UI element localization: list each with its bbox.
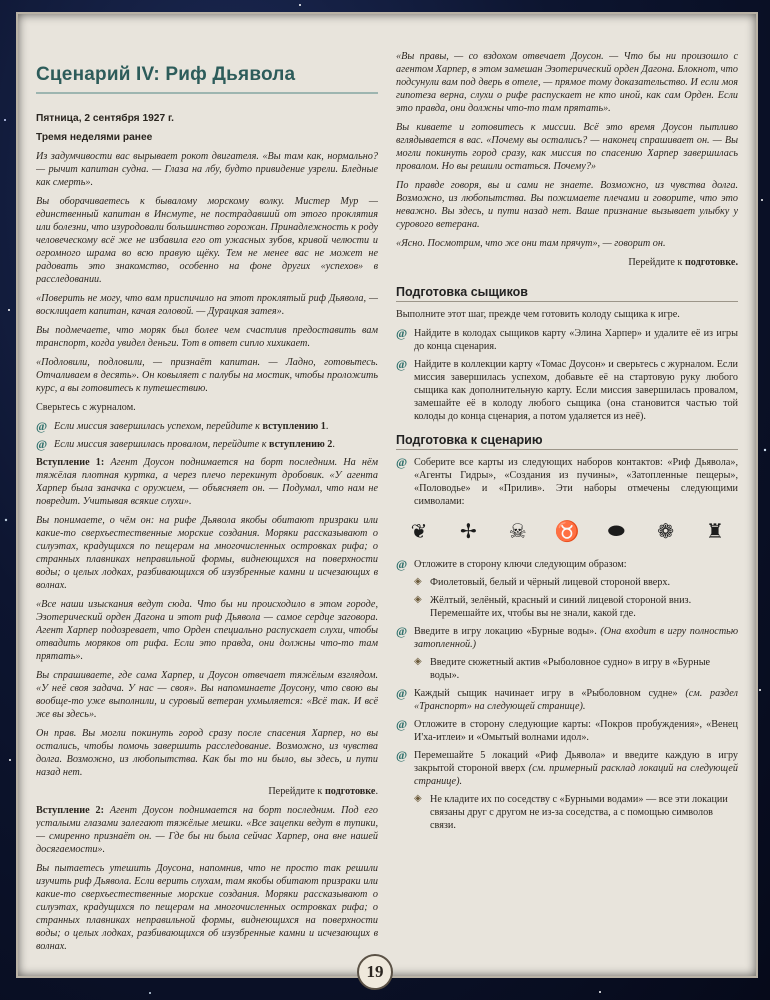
setup-intro: Выполните этот шаг, прежде чем готовить колоду сыщика к игре. [396, 309, 680, 320]
date-line: Пятница, 2 сентября 1927 г. [36, 113, 175, 124]
narrative-paragraph: Из задумчивости вас вырывает рокот двигателя. «Вы там как, нормально? — рычит капитан судна. — Глаза на лбу, будто привидение узрели. Бледные как смерть». [36, 151, 378, 188]
page-number: 19 [357, 954, 393, 990]
coral-icon: ❦ [410, 520, 428, 543]
heading-rule [396, 449, 738, 450]
spiral-icon: @ [36, 437, 48, 451]
spiral-icon: @ [396, 357, 408, 371]
setup-step: @ Отложите в сторону ключи следующим образом: [396, 557, 627, 571]
spiral-icon: @ [396, 624, 408, 638]
cave-icon: ⬬ [607, 519, 625, 542]
narrative-paragraph: Вы оборачиваетесь к бывалому морскому волку. Мистер Мур — единственный капитан в Инсмуте, не пострадавший от этого проклятия или болезни, что изуродовали большинство горожан. Принадлежность к роду человеческому всё же не избавила его от ужасных зубов, кривой челюсти и огромного шрама во всю правую щёку. Тем не менее вас не может не радовать это знакомство, особенно на фоне других «успехов» в расследовании. [36, 196, 378, 285]
narrative-paragraph: Вы киваете и готовитесь к миссии. Всё это время Доусон пытливо вглядывается в вас. «Почему вы остались? — наконец спрашивает он. — Вы могли покинуть город сразу, как миссия по спасению Харпер завершилась провалом. Но вы решили остаться. Почему?» [396, 122, 738, 172]
goto-setup: Перейдите к подготовке. [628, 257, 738, 268]
goto-setup: Перейдите к подготовке. [268, 786, 378, 797]
narrative-paragraph: По правде говоря, вы и сами не знаете. Возможно, из чувства долга. Возможно, из любопытства. Вы пожимаете плечами и говорите, что это неважно. Вы здесь, и пути назад нет. Ваше признание вызывает улыбку у сурового ветерана. [396, 180, 738, 230]
setup-substep: ◈ Жёлтый, зелёный, красный и синий лицевой стороной вниз. Перемешайте их, чтобы вы не знали, какой где. [414, 594, 692, 619]
title-rule [36, 92, 378, 94]
narrative-paragraph: «Вы правы, — со вздохом отвечает Доусон. — Что бы ни произошло с агентом Харпер, в этом замешан Эзотерический орден Дагона. Блокнот, что подсунули вам под дверь в отеле, — прямое тому доказательство. И если моя гипотеза верна, слухи о рифе распускает не кто иной, как сам Орден. Если это правда, они должны что-то там прятать». [396, 51, 738, 114]
left-column [36, 14, 378, 976]
narrative-paragraph: Он прав. Вы могли покинуть город сразу после спасения Харпер, но вы остались, чтобы помочь завершить расследование. Возможно, из чувства долга. Возможно, из любопытства. Как бы то ни было, вы здесь, и пути назад нет. [36, 728, 378, 778]
setup-step: @ Введите в игру локацию «Бурные воды». (Она входит в игру полностью затопленной.) [396, 624, 738, 650]
narrative-paragraph: Вы понимаете, о чём он: на рифе Дьявола якобы обитают призраки или какие-то сверхъестественные морские создания. Моряки рассказывают о силуэтах, крадущихся по пещерам на многочисленных островках рифа; о странных плавниках неправильной формы, виднеющихся на поверхности воды; о целых лодках, разбивающихся об изузбренные камни и исчезающих в волнах. [36, 515, 378, 591]
spiral-icon: @ [396, 326, 408, 340]
diamond-icon: ◈ [414, 594, 422, 605]
scenario-setup-heading: Подготовка к сценарию [396, 433, 543, 447]
diamond-icon: ◈ [414, 576, 422, 587]
subtitle-line: Тремя неделями ранее [36, 132, 153, 143]
check-log: Сверьтесь с журналом. [36, 402, 136, 413]
narrative-paragraph: «Ясно. Посмотрим, что же они там прячут», — говорит он. [396, 238, 666, 249]
spiral-icon: @ [396, 748, 408, 762]
branch-success: @ Если миссия завершилась успехом, перейдите к вступлению 1. [36, 419, 329, 433]
setup-step: @ Соберите все карты из следующих наборов контактов: «Риф Дьявола», «Агенты Гидры», «Создания из пучины», «Затопленные пещеры», «Половодье» и «Прилив». Эти наборы отмечены следующими символами: [396, 455, 738, 507]
rulebook-page [16, 12, 758, 978]
diamond-icon: ◈ [414, 656, 422, 667]
setup-step: @ Отложите в сторону следующие карты: «Покров пробуждения», «Венец И'ха-итлеи» и «Омытый волнами идол». [396, 717, 738, 743]
intro-2: Вступление 2: Агент Доусон поднимается на борт последним. Под его усталыми глазами залегают тяжёлые мешки. «Все зацепки ведут в тупики, — смиренно признаёт он. — Где бы ни была сейчас Харпер, она вне нашей досягаемости». [36, 805, 378, 855]
investigator-setup-heading: Подготовка сыщиков [396, 285, 528, 299]
narrative-paragraph: Вы спрашиваете, где сама Харпер, и Доусон отвечает тяжёлым взглядом. «У неё своя задача. У нас — своя». Вы напоминаете Доусону, что свою вы вообще-то уже выполнили, и суровый ветеран ухмыляется: «Всё так. И всё же вы здесь». [36, 670, 378, 720]
diamond-icon: ◈ [414, 793, 422, 804]
spiral-icon: @ [396, 557, 408, 571]
heading-rule [396, 301, 738, 302]
narrative-paragraph: «Поверить не могу, что вам приспичило на этот проклятый риф Дьявола, — восклицает капитан, качая головой. — Дурацкая затея». [36, 293, 378, 317]
spiral-icon: @ [396, 455, 408, 469]
setup-step: @ Найдите в коллекции карту «Томас Доусон» и сверьтесь с журналом. Если миссия завершилась успехом, добавьте её на стартовую руку любого сыщика как дополнительную карту. Если миссия завершилась провалом, замешайте её в колоду любого сыщика (она становится частью той колоды до конца сценария, а потом удаляется из неё). [396, 357, 738, 422]
narrative-paragraph: «Подловили, подловили, — признаёт капитан. — Ладно, готовьтесь. Отчаливаем в десять». Он ковыляет с палубы на мостик, чтобы проложить курс, а вы готовитесь к путешествию. [36, 357, 378, 394]
lighthouse-icon: ♜ [706, 520, 724, 543]
setup-step: @ Найдите в колодах сыщиков карту «Элина Харпер» и удалите её из игры до конца сценария. [396, 326, 738, 352]
spiral-icon: @ [396, 686, 408, 700]
spiral-icon: @ [396, 717, 408, 731]
creature-icon: ☠ [508, 520, 527, 543]
branch-failure: @ Если миссия завершилась провалом, перейдите к вступлению 2. [36, 437, 335, 451]
setup-substep: ◈ Фиолетовый, белый и чёрный лицевой стороной вверх. [414, 576, 671, 588]
right-column [396, 14, 738, 976]
narrative-paragraph: «Все наши изыскания ведут сюда. Что бы ни происходило в этом городе, Эзотерический орден Дагона и этот риф Дьявола — самое сердце заговора. Агент Харпер подозревает, что Орден специально распускает слухи, чтобы отвадить моряков от рифа. Если это правда, они должны что-то там прятать». [36, 599, 378, 662]
spiral-icon: @ [36, 419, 48, 433]
encounter-set-symbols [406, 518, 728, 544]
narrative-paragraph: Вы пытаетесь утешить Доусона, напомнив, что не просто так решили изучить риф Дьявола. Если верить слухам, там якобы обитают призраки или какие-то сверхъестественные морские создания. Моряки рассказывают о силуэтах, крадущихся по пещерам на многочисленных островках рифа; о странных плавниках неправильной формы, виднеющихся на поверхности воды; о целых лодках, разбивающихся об изузбренные камни и исчезающих в волнах. [36, 863, 378, 952]
map-icon: ✢ [459, 520, 477, 543]
intro-1: Вступление 1: Агент Доусон поднимается на борт последним. На нём тяжёлая плотная куртка, а через плечо перекинут дробовик. «У агента Харпер была заначка с оружием, — объясняет он. — Подумал, что нам не повредит. Учитывая всякие слухи». [36, 457, 378, 507]
deep-one-icon: ♉ [554, 520, 580, 543]
scenario-title: Сценарий IV: Риф Дьявола [36, 64, 296, 85]
narrative-paragraph: Вы подмечаете, что моряк был более чем счастлив предоставить вам транспорт, когда увидел деньги. Тот в ответ сипло хихикает. [36, 325, 378, 349]
flood-icon: ❁ [657, 520, 675, 543]
setup-substep: ◈ Не кладите их по соседству с «Бурными водами» — все эти локации связаны друг с другом не из-за соседства, а с помощью символов связи. [414, 793, 728, 831]
setup-step: @ Каждый сыщик начинает игру в «Рыболовном судне» (см. раздел «Транспорт» на следующей странице). [396, 686, 738, 712]
setup-step: @ Перемешайте 5 локаций «Риф Дьявола» и введите каждую в игру закрытой стороной вверх (см. примерный расклад локаций на следующей странице). [396, 748, 738, 787]
setup-substep: ◈ Введите сюжетный актив «Рыболовное судно» в игру в «Бурные воды». [414, 656, 711, 681]
